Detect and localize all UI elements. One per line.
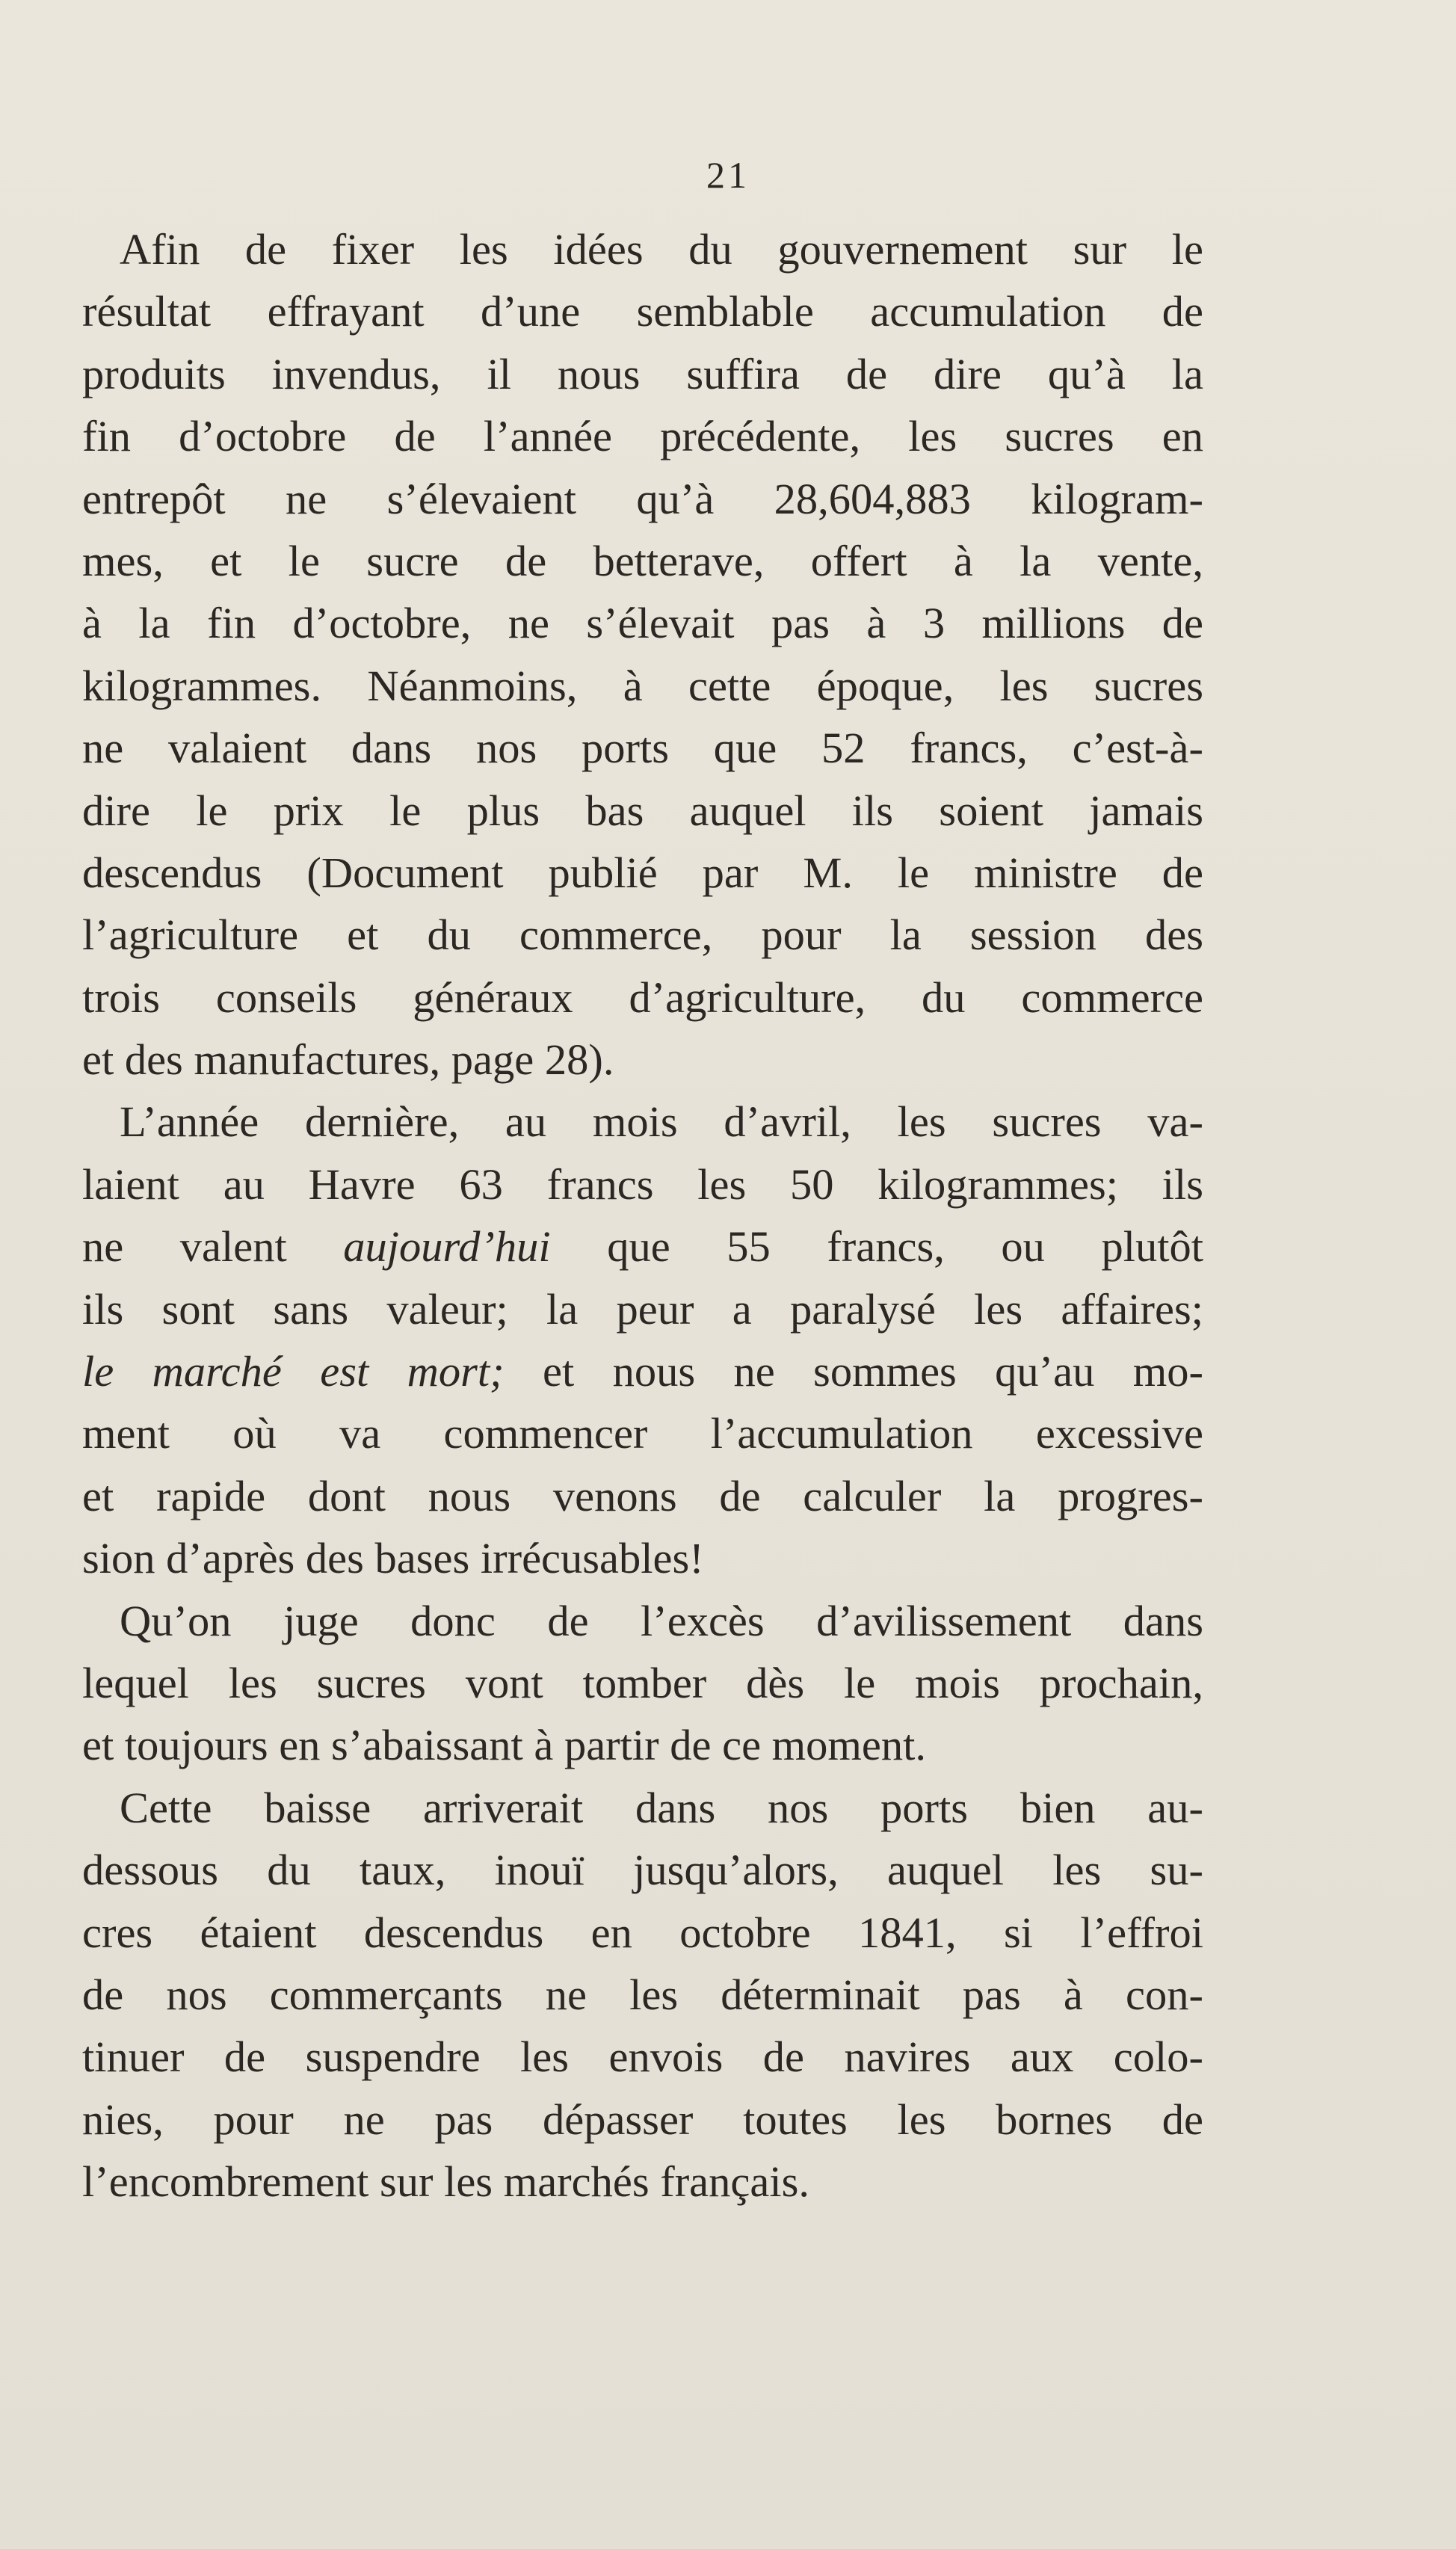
text-line <box>82 1091 1203 1153</box>
text-segment: Afin de fixer les idées du gouvernement sur le <box>120 225 1203 274</box>
text-segment: sion d’après des bases irrécusables! <box>82 1534 704 1583</box>
text-segment: et toujours en s’abaissant à partir de ce moment. <box>82 1721 927 1770</box>
text-segment: entrepôt ne s’élevaient qu’à 28,604,883 kilogram- <box>82 474 1203 523</box>
text-line <box>82 343 1203 405</box>
text-line <box>82 1278 1203 1340</box>
text-segment: et rapide dont nous venons de calculer la progres- <box>82 1471 1203 1520</box>
body-text <box>82 218 1203 2213</box>
text-line <box>82 1902 1203 1964</box>
text-line <box>82 592 1203 654</box>
text-segment: ne valent <box>82 1222 344 1272</box>
text-line <box>82 1777 1203 1839</box>
text-line <box>82 904 1203 966</box>
text-line <box>82 1964 1203 2026</box>
text-segment: tinuer de suspendre les envois de navires aux colo- <box>82 2032 1203 2082</box>
text-line <box>82 655 1203 717</box>
text-segment: kilogrammes. Néanmoins, à cette époque, les sucres <box>82 661 1203 710</box>
text-line <box>82 842 1203 904</box>
text-segment: dire le prix le plus bas auquel ils soient jamais <box>82 786 1203 835</box>
text-line <box>82 530 1203 592</box>
text-segment: descendus (Document publié par M. le ministre de <box>82 848 1203 897</box>
text-line <box>82 1652 1203 1714</box>
text-line <box>82 1402 1203 1464</box>
text-segment: que 55 francs, ou plutôt <box>550 1222 1203 1272</box>
text-line <box>82 2026 1203 2088</box>
text-line <box>82 967 1203 1029</box>
text-segment: dessous du taux, inouï jusqu’alors, auquel les su- <box>82 1846 1203 1895</box>
text-line <box>82 1340 1203 1402</box>
text-segment: fin d’octobre de l’année précédente, les sucres en <box>82 412 1203 461</box>
text-line <box>82 405 1203 467</box>
text-segment: à la fin d’octobre, ne s’élevait pas à 3 millions de <box>82 599 1203 648</box>
text-segment: résultat effrayant d’une semblable accumulation de <box>82 287 1203 336</box>
text-line <box>82 1465 1203 1527</box>
text-line <box>82 2151 1203 2213</box>
italic-text-segment: aujourd’hui <box>343 1222 551 1272</box>
text-line <box>82 717 1203 779</box>
text-line <box>82 1590 1203 1652</box>
text-segment: l’agriculture et du commerce, pour la session des <box>82 910 1203 960</box>
text-segment: Qu’on juge donc de l’excès d’avilissement dans <box>120 1596 1203 1645</box>
text-line <box>82 468 1203 530</box>
italic-text-segment: le marché est mort; <box>82 1347 505 1396</box>
text-segment: ils sont sans valeur; la peur a paralysé les affaires; <box>82 1284 1203 1334</box>
text-segment: nies, pour ne pas dépasser toutes les bornes de <box>82 2095 1203 2144</box>
text-line <box>82 1215 1203 1277</box>
text-line <box>82 1029 1203 1091</box>
text-segment: L’année dernière, au mois d’avril, les sucres va- <box>120 1097 1203 1147</box>
text-line <box>82 780 1203 842</box>
text-segment: lequel les sucres vont tomber dès le mois prochain, <box>82 1658 1203 1707</box>
text-segment: ment où va commencer l’accumulation excessive <box>82 1409 1203 1458</box>
text-segment: mes, et le sucre de betterave, offert à la vente, <box>82 536 1203 585</box>
text-segment: ne valaient dans nos ports que 52 francs, c’est-à- <box>82 724 1203 773</box>
text-segment: Cette baisse arriverait dans nos ports bien au- <box>120 1783 1203 1832</box>
text-segment: cres étaient descendus en octobre 1841, si l’effroi <box>82 1908 1203 1957</box>
text-segment: l’encombrement sur les marchés français. <box>82 2157 809 2207</box>
text-segment: de nos commerçants ne les déterminait pas à con- <box>82 1970 1203 2019</box>
text-segment: et nous ne sommes qu’au mo- <box>504 1347 1203 1396</box>
text-line <box>82 2089 1203 2151</box>
page-number: 21 <box>706 154 750 196</box>
text-line <box>82 1839 1203 1901</box>
text-segment: produits invendus, il nous suffira de dire qu’à la <box>82 349 1203 398</box>
text-segment: trois conseils généraux d’agriculture, du commerce <box>82 973 1203 1022</box>
text-segment: laient au Havre 63 francs les 50 kilogrammes; ils <box>82 1159 1203 1209</box>
text-line <box>82 280 1203 342</box>
text-line <box>82 1153 1203 1215</box>
text-line <box>82 218 1203 280</box>
text-segment: et des manufactures, page 28). <box>82 1035 614 1085</box>
text-line <box>82 1527 1203 1589</box>
text-line <box>82 1714 1203 1776</box>
